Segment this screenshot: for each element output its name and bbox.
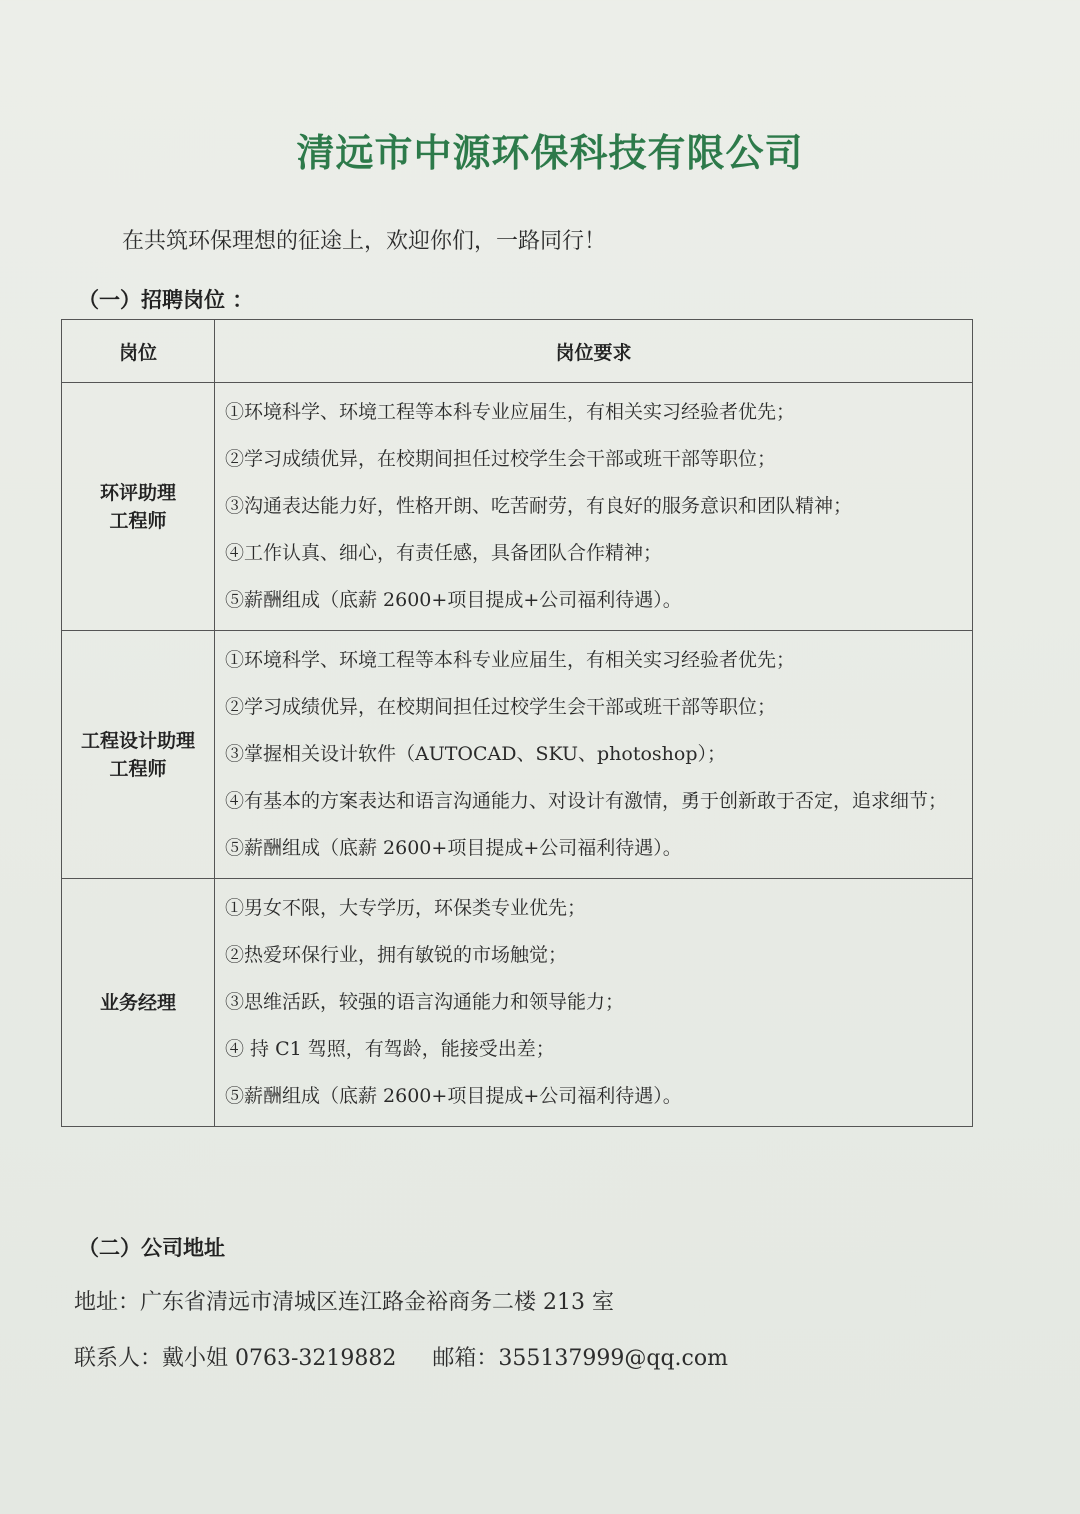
requirement-item: ①男女不限，大专学历，环保类专业优先； (225, 897, 587, 919)
section-heading-address: （二）公司地址 (78, 1236, 225, 1260)
requirement-item: ⑤薪酬组成（底薪 2600+项目提成+公司福利待遇）。 (225, 1085, 682, 1107)
position-name-line: 工程师 (109, 509, 167, 532)
requirement-item: ⑤薪酬组成（底薪 2600+项目提成+公司福利待遇）。 (225, 589, 682, 611)
requirement-item: ④有基本的方案表达和语言沟通能力、对设计有激情，勇于创新敢于否定，追求细节； (225, 790, 948, 812)
requirement-item: ③沟通表达能力好，性格开朗、吃苦耐劳，有良好的服务意识和团队精神； (225, 495, 853, 517)
intro-text: 在共筑环保理想的征途上，欢迎你们，一路同行！ (122, 229, 607, 254)
table-row (62, 631, 973, 879)
requirement-item: ①环境科学、环境工程等本科专业应届生，有相关实习经验者优先； (225, 649, 796, 671)
contact-email: 邮箱：355137999@qq.com (432, 1346, 728, 1371)
requirement-item: ⑤薪酬组成（底薪 2600+项目提成+公司福利待遇）。 (225, 837, 682, 859)
position-name-line: 环评助理 (99, 481, 176, 504)
position-name-line: 工程设计助理 (80, 729, 195, 752)
position-name (62, 631, 215, 879)
requirement-item: ③思维活跃，较强的语言沟通能力和领导能力； (225, 991, 625, 1013)
header-position: 岗位 (62, 320, 215, 383)
requirement-item: ④工作认真、细心，有责任感，具备团队合作精神； (225, 542, 663, 564)
contact-line (74, 1341, 728, 1372)
contact-person: 联系人：戴小姐 0763-3219882 (74, 1346, 397, 1371)
requirements-cell (215, 383, 973, 631)
section-heading-positions: （一）招聘岗位 ： (78, 288, 254, 312)
requirement-item: ②热爱环保行业，拥有敏锐的市场触觉； (225, 944, 568, 966)
company-address: 地址：广东省清远市清城区连江路金裕商务二楼 213 室 (74, 1290, 614, 1315)
position-name (62, 383, 215, 631)
requirement-item: ②学习成绩优异，在校期间担任过校学生会干部或班干部等职位； (225, 448, 777, 470)
header-requirements: 岗位要求 (215, 320, 973, 383)
positions-table (61, 319, 973, 1127)
requirement-item: ②学习成绩优异，在校期间担任过校学生会干部或班干部等职位； (225, 696, 777, 718)
table-row (62, 383, 973, 631)
company-title: 清远市中源环保科技有限公司 (296, 131, 804, 175)
position-name (62, 879, 215, 1127)
requirement-item: ①环境科学、环境工程等本科专业应届生，有相关实习经验者优先； (225, 401, 796, 423)
position-name-line: 业务经理 (99, 991, 176, 1014)
requirement-item: ③掌握相关设计软件（AUTOCAD、SKU、photoshop）； (225, 743, 727, 765)
table-header-row (62, 320, 973, 383)
table-row (62, 879, 973, 1127)
requirement-item: ④ 持 C1 驾照，有驾龄，能接受出差； (225, 1038, 555, 1060)
requirements-cell (215, 879, 973, 1127)
position-name-line: 工程师 (109, 757, 167, 780)
requirements-cell (215, 631, 973, 879)
